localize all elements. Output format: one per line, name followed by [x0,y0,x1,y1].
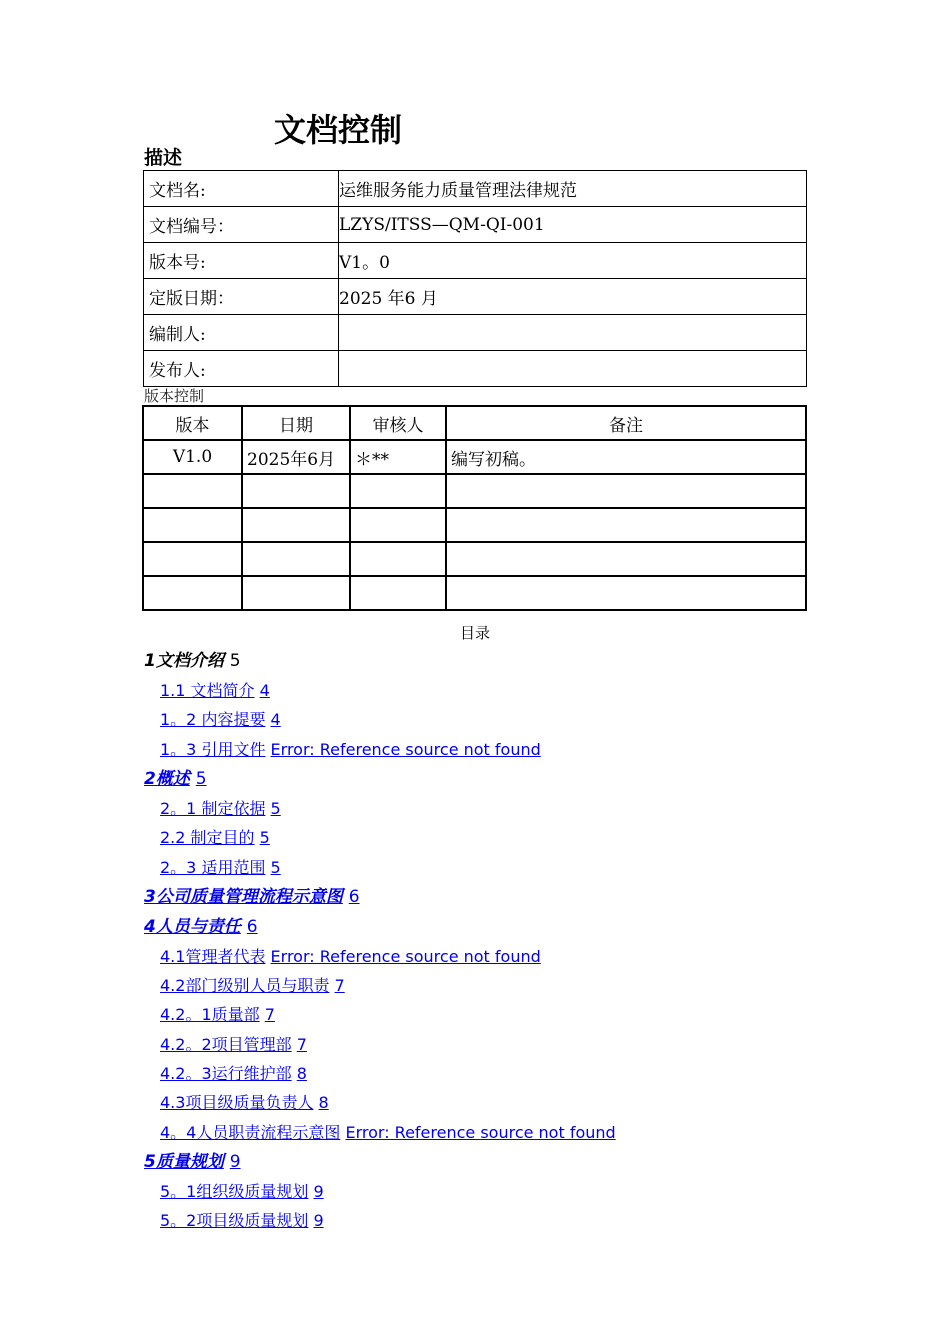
toc-entry[interactable] [144,886,360,908]
toc-entry[interactable] [160,827,270,849]
column-header-version: 版本 [143,406,242,440]
reviewer-cell [350,474,446,508]
table-row [143,440,806,474]
version-control-label: 版本控制 [144,387,205,405]
toc-entry-title[interactable]: 5。1组织级质量规划 [160,1181,309,1201]
toc-entry-page[interactable]: 4 [259,681,270,700]
table-row [143,508,806,542]
description-row [144,243,807,279]
version-cell [143,474,242,508]
toc-entry[interactable] [160,1034,307,1056]
date-cell [242,508,350,542]
toc-entry-title[interactable]: 4.3项目级质量负责人 [160,1093,314,1113]
table-row [143,542,806,576]
reviewer-cell [350,542,446,576]
description-row [144,279,807,315]
toc-entry-title[interactable]: 2概述 [144,768,190,789]
toc-label: 目录 [459,624,490,642]
description-table [143,170,807,387]
description-row [144,351,807,387]
description-row [144,171,807,207]
toc-entry-title[interactable]: 4.1管理者代表 [160,946,266,966]
toc-entry[interactable] [160,739,541,761]
toc-entry-page[interactable]: 9 [229,1151,241,1172]
toc-entry-page[interactable]: 6 [348,886,360,907]
toc-entry-title[interactable]: 2。3 适用范围 [160,857,266,877]
toc-entry-title[interactable]: 1.1 文档简介 [160,681,255,700]
version-cell [143,542,242,576]
version-cell: V1.0 [143,440,242,474]
toc-entry[interactable] [160,1063,307,1085]
toc-entry-page[interactable]: 4 [270,710,281,730]
version-header-row [143,406,806,440]
toc-entry[interactable] [160,1004,275,1026]
version-table [142,405,807,611]
toc-entry-page[interactable]: 7 [264,1005,275,1025]
toc-entry-page[interactable]: 9 [313,1211,324,1231]
toc-entry-page[interactable]: Error: Reference source not found [270,739,541,759]
description-label: 文档名: [144,171,339,207]
toc-entry[interactable] [160,1210,324,1232]
version-cell [143,576,242,610]
description-label: 文档编号： [144,207,339,243]
document-title: 文档控制 [274,111,403,149]
description-label: 版本号: [144,243,339,279]
date-cell [242,474,350,508]
toc-entry-title[interactable]: 2.2 制定目的 [160,828,255,848]
remarks-cell: 编写初稿。 [446,440,806,474]
toc-entry-page[interactable]: 6 [246,916,258,937]
description-row [144,207,807,243]
column-header-date: 日期 [242,406,350,440]
toc-entry[interactable] [160,680,270,702]
toc-entry[interactable] [160,709,281,731]
toc-entry-title[interactable]: 1文档介绍 [144,651,224,671]
remarks-cell [446,542,806,576]
toc-entry-title[interactable]: 5。2项目级质量规划 [160,1211,309,1231]
toc-entry-title[interactable]: 1。3 引用文件 [160,739,266,759]
date-cell [242,542,350,576]
toc-entry-page[interactable]: 5 [195,768,207,789]
toc-entry-page[interactable]: Error: Reference source not found [345,1122,616,1142]
toc-entry[interactable] [160,975,345,997]
toc-entry-title[interactable]: 4.2。2项目管理部 [160,1034,292,1054]
description-label: 定版日期： [144,279,339,315]
toc-entry-title[interactable]: 2。1 制定依据 [160,798,266,818]
toc-entry-page[interactable]: 9 [313,1181,324,1201]
toc-entry-title[interactable]: 5质量规划 [144,1151,224,1172]
toc-entry[interactable] [160,1122,616,1144]
description-row [144,315,807,351]
description-value: 运维服务能力质量管理法律规范 [339,171,807,207]
toc-entry-title[interactable]: 1。2 内容提要 [160,710,266,730]
toc-entry[interactable] [160,857,281,879]
reviewer-cell [350,576,446,610]
toc-entry[interactable] [144,1151,241,1173]
date-cell [242,576,350,610]
toc-entry-page[interactable]: Error: Reference source not found [270,946,541,966]
description-label: 编制人: [144,315,339,351]
description-value [339,351,807,387]
toc-entry[interactable] [144,916,258,938]
toc-entry-page[interactable]: 7 [296,1034,307,1054]
version-cell [143,508,242,542]
toc-entry-title[interactable]: 4人员与责任 [144,916,241,937]
description-value: 2025 年6 月 [339,279,807,315]
remarks-cell [446,508,806,542]
table-row [143,576,806,610]
toc-entry[interactable] [160,946,541,968]
reviewer-cell: ＊** [350,440,446,474]
reviewer-cell [350,508,446,542]
table-row [143,474,806,508]
remarks-cell [446,576,806,610]
toc-entry-page[interactable]: 7 [334,976,345,996]
toc-entry[interactable] [144,650,241,672]
toc-entry[interactable] [144,768,207,790]
toc-entry-page[interactable]: 5 [229,651,241,671]
toc-entry[interactable] [160,1092,329,1114]
column-header-remarks: 备注 [446,406,806,440]
toc-entry[interactable] [160,1181,324,1203]
description-label: 发布人: [144,351,339,387]
toc-entry-page[interactable]: 8 [318,1093,329,1113]
toc-entry-title[interactable]: 4。4人员职责流程示意图 [160,1122,341,1142]
description-heading: 描述 [144,147,183,169]
toc-entry-page[interactable]: 8 [296,1064,307,1083]
date-cell: 2025年6月 [242,440,350,474]
column-header-reviewer: 审核人 [350,406,446,440]
description-value: V1。0 [339,243,807,279]
description-value [339,315,807,351]
toc-entry-title[interactable]: 4.2。3运行维护部 [160,1064,292,1083]
toc-entry-title[interactable]: 4.2。1质量部 [160,1005,260,1025]
toc-entry-title[interactable]: 3公司质量管理流程示意图 [144,886,343,907]
toc-entry-page[interactable]: 5 [270,798,281,818]
toc-entry-title[interactable]: 4.2部门级别人员与职责 [160,976,330,996]
toc-entry[interactable] [160,798,281,820]
toc-entry-page[interactable]: 5 [259,828,270,848]
remarks-cell [446,474,806,508]
toc-entry-page[interactable]: 5 [270,857,281,877]
description-value: LZYS/ITSS—QM-QI-001 [339,207,807,243]
